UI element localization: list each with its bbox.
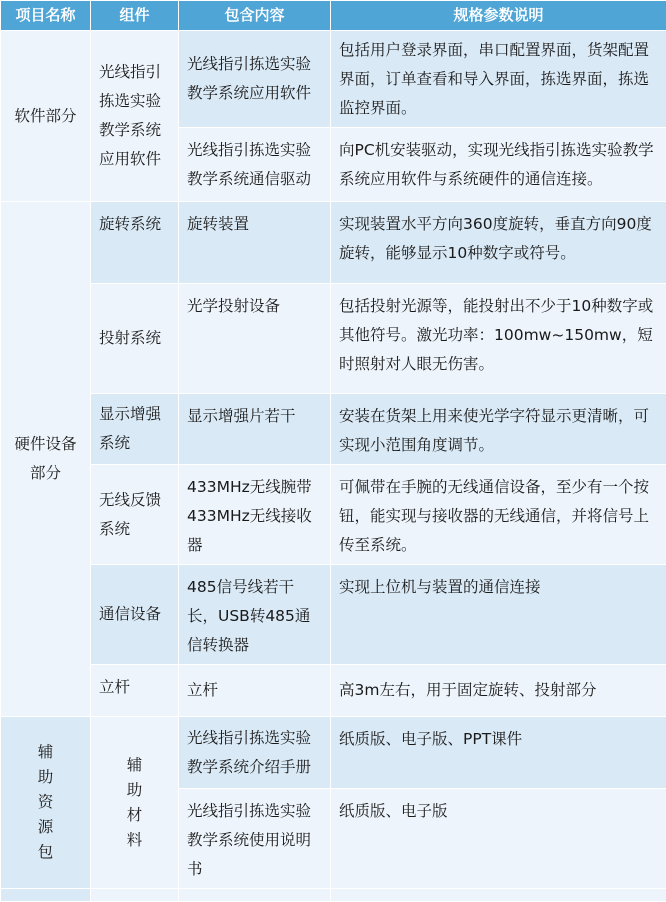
content-cell: 光线指引拣选实验教学系统使用说明书 bbox=[179, 789, 331, 889]
spec-cell: 高3m左右，用于固定旋转、投射部分 bbox=[331, 665, 666, 717]
table-row bbox=[1, 665, 666, 717]
table-row bbox=[1, 202, 666, 284]
aux-section-name bbox=[1, 717, 91, 889]
header-component: 组件 bbox=[91, 1, 179, 31]
component-cell: 无线反馈系统 bbox=[91, 465, 179, 565]
table-bottom-strip bbox=[1, 889, 666, 902]
component-cell: 立杆 bbox=[91, 665, 179, 717]
table-row bbox=[1, 31, 666, 128]
table-row bbox=[1, 465, 666, 565]
content-cell: 光线指引拣选实验教学系统应用软件 bbox=[179, 31, 331, 128]
spec-cell: 安装在货架上用来使光学字符显示更清晰，可实现小范围角度调节。 bbox=[331, 394, 666, 465]
hardware-section-name: 硬件设备部分 bbox=[1, 202, 91, 717]
content-cell: 立杆 bbox=[179, 665, 331, 717]
strip-cell bbox=[1, 889, 91, 902]
content-cell: 光线指引拣选实验教学系统通信驱动 bbox=[179, 128, 331, 202]
aux-component-label: 辅助材料 bbox=[126, 753, 143, 853]
component-cell: 投射系统 bbox=[91, 284, 179, 394]
spec-cell: 纸质版、电子版、PPT课件 bbox=[331, 717, 666, 789]
strip-cell bbox=[331, 889, 666, 902]
content-cell: 光学投射设备 bbox=[179, 284, 331, 394]
content-cell: 旋转装置 bbox=[179, 202, 331, 284]
header-row bbox=[1, 1, 666, 31]
spec-cell: 包括投射光源等，能投射出不少于10种数字或其他符号。激光功率：100mw~150mw，短时照射对人眼无伤害。 bbox=[331, 284, 666, 394]
table-row bbox=[1, 284, 666, 394]
header-content: 包含内容 bbox=[179, 1, 331, 31]
spec-cell: 实现上位机与装置的通信连接 bbox=[331, 565, 666, 665]
header-spec: 规格参数说明 bbox=[331, 1, 666, 31]
content-cell: 显示增强片若干 bbox=[179, 394, 331, 465]
table-row bbox=[1, 565, 666, 665]
component-cell: 通信设备 bbox=[91, 565, 179, 665]
table-row bbox=[1, 717, 666, 789]
software-section-name: 软件部分 bbox=[1, 31, 91, 202]
software-component: 光线指引拣选实验教学系统应用软件 bbox=[91, 31, 179, 202]
aux-component bbox=[91, 717, 179, 889]
component-cell: 旋转系统 bbox=[91, 202, 179, 284]
strip-cell bbox=[91, 889, 179, 902]
spec-cell: 实现装置水平方向360度旋转，垂直方向90度旋转，能够显示10种数字或符号。 bbox=[331, 202, 666, 284]
header-project-name: 项目名称 bbox=[1, 1, 91, 31]
spec-cell: 向PC机安装驱动，实现光线指引拣选实验教学系统应用软件与系统硬件的通信连接。 bbox=[331, 128, 666, 202]
table-row bbox=[1, 394, 666, 465]
component-cell: 显示增强系统 bbox=[91, 394, 179, 465]
aux-section-label: 辅助资源包 bbox=[37, 740, 54, 865]
strip-cell bbox=[179, 889, 331, 902]
content-cell: 光线指引拣选实验教学系统介绍手册 bbox=[179, 717, 331, 789]
spec-cell: 纸质版、电子版 bbox=[331, 789, 666, 889]
spec-cell: 可佩带在手腕的无线通信设备，至少有一个按钮，能实现与接收器的无线通信，并将信号上传至系统。 bbox=[331, 465, 666, 565]
content-cell: 485信号线若干长，USB转485通信转换器 bbox=[179, 565, 331, 665]
content-cell: 433MHz无线腕带433MHz无线接收器 bbox=[179, 465, 331, 565]
spec-cell: 包括用户登录界面，串口配置界面，货架配置界面，订单查看和导入界面，拣选界面，拣选监控界面。 bbox=[331, 31, 666, 128]
